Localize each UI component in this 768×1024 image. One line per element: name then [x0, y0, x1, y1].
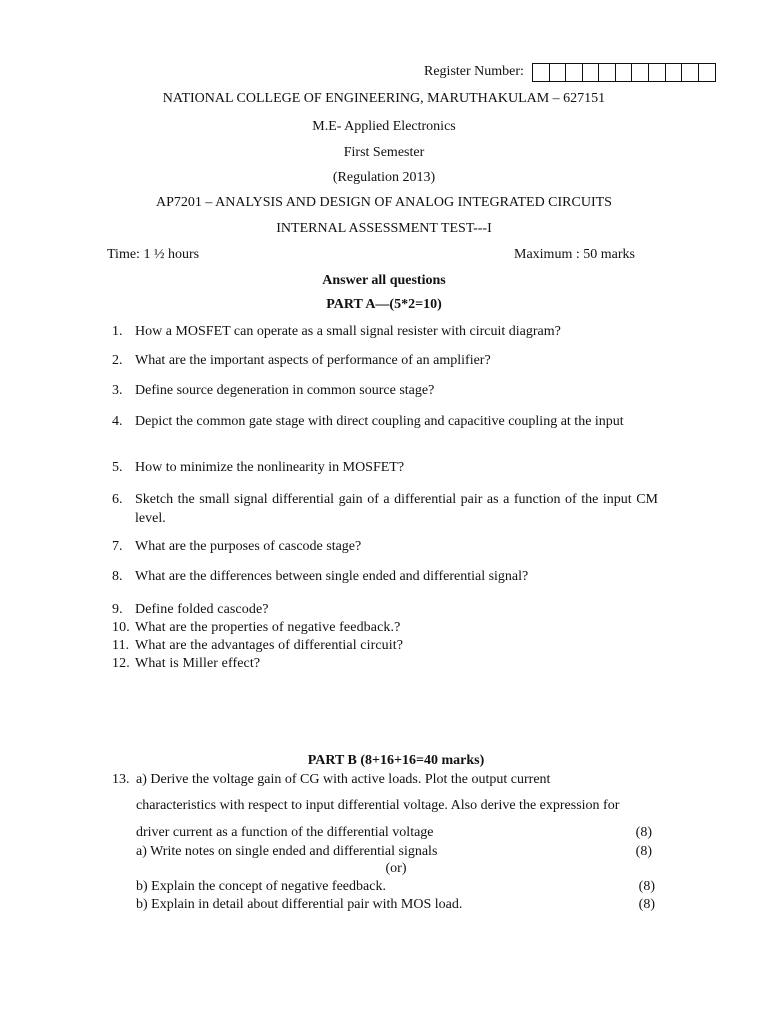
question-9 [112, 602, 658, 619]
register-digit-box [533, 64, 550, 81]
register-digit-box [666, 64, 683, 81]
question-13a-line-2: characteristics with respect to input differential voltage. Also derive the expression for [136, 798, 620, 813]
question-13a-marks: (8) [635, 825, 652, 840]
question-13a-alt-marks: (8) [635, 844, 652, 859]
register-number [424, 63, 716, 82]
register-digit-box [649, 64, 666, 81]
question-13a-alt [136, 844, 652, 861]
question-text: What is Miller effect? [135, 656, 261, 671]
question-text: How to minimize the nonlinearity in MOSFET? [135, 460, 405, 475]
question-number: 8. [112, 569, 123, 584]
question-number: 10. [112, 620, 130, 635]
register-digit-box [599, 64, 616, 81]
question-13a-text: driver current as a function of the differential voltage [136, 825, 434, 840]
register-digit-box [632, 64, 649, 81]
question-number: 6. [112, 492, 123, 507]
question-13b-1-marks: (8) [638, 879, 655, 894]
question-13b-1-text: b) Explain the concept of negative feedback. [136, 879, 386, 894]
question-13b-2-marks: (8) [638, 897, 655, 912]
course-title: AP7201 – ANALYSIS AND DESIGN OF ANALOG INTEGRATED CIRCUITS [156, 195, 612, 210]
question-4 [112, 412, 658, 431]
maximum-marks: Maximum : 50 marks [514, 247, 635, 262]
question-6 [112, 490, 658, 528]
question-number: 2. [112, 353, 123, 368]
question-text: What are the purposes of cascode stage? [135, 539, 362, 554]
question-number: 12. [112, 656, 130, 671]
question-number: 3. [112, 383, 123, 398]
question-text: How a MOSFET can operate as a small signal resister with circuit diagram? [135, 324, 561, 339]
part-a-title: PART A—(5*2=10) [326, 297, 442, 312]
question-13a-line-3 [136, 825, 652, 842]
question-10 [112, 620, 658, 637]
question-8 [112, 569, 658, 586]
question-text: Define folded cascode? [135, 602, 269, 617]
question-number: 4. [112, 414, 123, 429]
question-13-number: 13. [112, 772, 130, 787]
program-name: M.E- Applied Electronics [312, 119, 456, 134]
part-b-title: PART B (8+16+16=40 marks) [307, 753, 485, 768]
question-number: 5. [112, 460, 123, 475]
question-5 [112, 460, 658, 477]
regulation: (Regulation 2013) [332, 170, 436, 185]
question-number: 11. [112, 638, 130, 653]
question-13b-2-text: b) Explain in detail about differential pair with MOS load. [136, 897, 463, 912]
question-12 [112, 656, 658, 673]
question-text: What are the advantages of differential circuit? [135, 638, 404, 653]
register-digit-box [566, 64, 583, 81]
register-digit-box [682, 64, 699, 81]
register-number-label: Register Number: [424, 64, 524, 80]
register-digit-box [583, 64, 600, 81]
question-13b-1 [136, 879, 655, 896]
instruction: Answer all questions [322, 273, 446, 288]
question-text: What are the properties of negative feedback.? [135, 620, 401, 635]
question-text: Depict the common gate stage with direct coupling and capacitive coupling at the input [135, 414, 624, 429]
time-allowed: Time: 1 ½ hours [107, 247, 200, 262]
register-digit-box [550, 64, 567, 81]
register-number-boxes [532, 63, 717, 82]
register-digit-box [699, 64, 716, 81]
question-text: What are the important aspects of performance of an amplifier? [135, 353, 491, 368]
question-13a-alt-text: a) Write notes on single ended and differential signals [136, 844, 438, 859]
question-number: 1. [112, 324, 123, 339]
register-digit-box [616, 64, 633, 81]
question-number: 7. [112, 539, 123, 554]
question-number: 9. [112, 602, 123, 617]
question-7 [112, 539, 658, 556]
question-text: Sketch the small signal differential gain of a differential pair as a function of the input CM level. [135, 492, 658, 526]
question-text: What are the differences between single ended and differential signal? [135, 569, 529, 584]
question-3 [112, 383, 658, 400]
question-13a-line-1: a) Derive the voltage gain of CG with active loads. Plot the output current [136, 772, 551, 787]
or-separator: (or) [385, 861, 407, 876]
test-title: INTERNAL ASSESSMENT TEST---I [276, 221, 492, 236]
question-text: Define source degeneration in common source stage? [135, 383, 435, 398]
question-13b-2 [136, 897, 655, 914]
college-name: NATIONAL COLLEGE OF ENGINEERING, MARUTHAKULAM – 627151 [162, 91, 606, 106]
question-1 [112, 324, 658, 341]
question-11 [112, 638, 658, 655]
question-2 [112, 353, 658, 370]
semester: First Semester [343, 145, 425, 160]
